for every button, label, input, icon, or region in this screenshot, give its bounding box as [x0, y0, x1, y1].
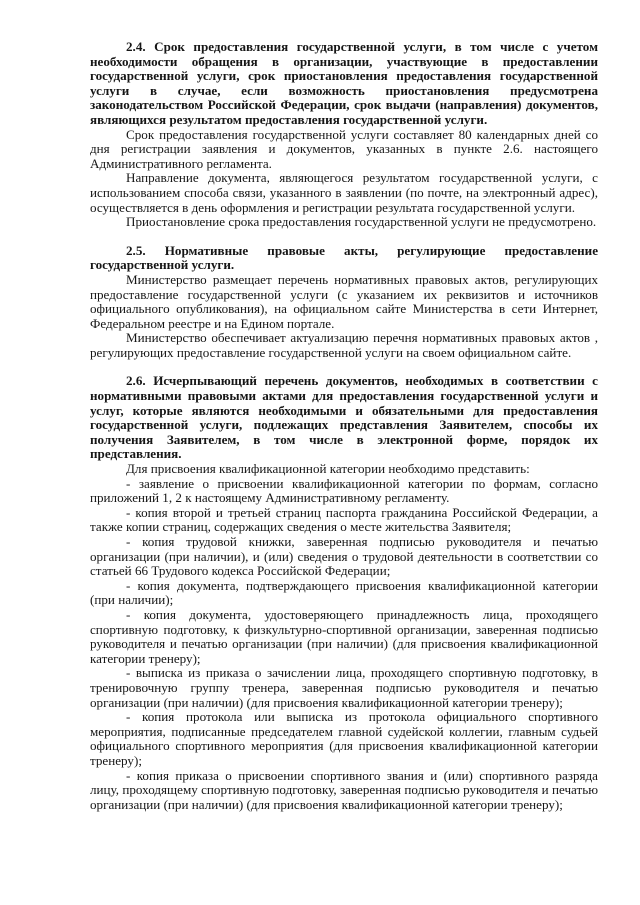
section-2-5-paragraph: Министерство размещает перечень нормативных правовых актов, регулирующих предоставление государственной услуги (с указанием их реквизитов и источников официального опубликования), на официальном сайте Министерства в сети Интернет, Федеральном реестре и на Едином портале. — [90, 271, 598, 331]
list-item: - копия документа, удостоверяющего принадлежность лица, проходящего спортивную подготовку, к физкультурно-спортивной организации, заверенная подписью руководителя и печатью организации (при наличии) (для присвоения квалификационной категории тренеру); — [90, 606, 598, 666]
section-2-4-heading: 2.4. Срок предоставления государственной услуги, в том числе с учетом необходимости обращения в организации, участвующие в предоставлении государственной услуги, срок приостановления предоставления государственной услуги в случае, если возможность приостановления предусмотрена законодательством Российской Федерации, срок выдачи (направления) документов, являющихся результатом предоставления государственной услуги. — [90, 39, 598, 127]
section-spacer — [90, 360, 598, 374]
list-item: - копия приказа о присвоении спортивного звания и (или) спортивного разряда лицу, проходящему спортивную подготовку, заверенная подписью руководителя и печатью организации (при наличии) (для присвоения квалификационной категории тренеру); — [90, 767, 598, 812]
section-2-6-heading: 2.6. Исчерпывающий перечень документов, необходимых в соответствии с нормативными правовыми актами для предоставления государственной услуги и услуг, которые являются необходимыми и обязательными для предоставления государственной услуги, подлежащих представления Заявителем, способы их получения Заявителем, в том числе в электронной форме, порядок их представления. — [90, 373, 598, 462]
list-item: - копия документа, подтверждающего присвоения квалификационной категории (при наличии); — [90, 577, 598, 608]
list-item: - заявление о присвоении квалификационной категории по формам, согласно приложений 1, 2 к настоящему Административному регламенту. — [90, 475, 598, 506]
section-2-6 — [90, 374, 598, 812]
section-2-4 — [90, 40, 598, 230]
section-2-5 — [90, 244, 598, 361]
list-item: - выписка из приказа о зачислении лица, проходящего спортивную подготовку, в тренировочную группу тренера, заверенная подписью руководителя и печатью организации (при наличии) (для присвоения квалификационной категории тренеру); — [90, 665, 598, 710]
section-2-4-paragraph: Приостановление срока предоставления государственной услуги не предусмотрено. — [126, 214, 597, 230]
list-item: - копия трудовой книжки, заверенная подписью руководителя и печатью организации (при наличии), и (или) сведения о трудовой деятельности в соответствии со статьей 66 Трудового кодекса Российской Федерации; — [90, 534, 598, 579]
section-2-4-paragraph: Направление документа, являющегося результатом государственной услуги, с использованием способа связи, указанного в заявлении (по почте, на электронный адрес), осуществляется в день оформления и регистрации результата государственной услуги. — [90, 170, 598, 215]
section-spacer — [90, 230, 598, 244]
list-item: - копия второй и третьей страниц паспорта гражданина Российской Федерации, а также копии страниц, содержащих сведения о месте жительства Заявителя; — [90, 504, 598, 535]
section-2-6-intro: Для присвоения квалификационной категории необходимо представить: — [126, 461, 530, 477]
section-2-5-paragraph: Министерство обеспечивает актуализацию перечня нормативных правовых актов , регулирующих предоставление государственной услуги на своем официальном сайте. — [90, 330, 598, 360]
list-item: - копия протокола или выписка из протокола официального спортивного мероприятия, подписанные председателем главной судейской коллегии, главным судьей официального спортивного мероприятия (для присвоения квалификационной категории тренеру); — [90, 709, 598, 768]
document-page — [90, 40, 598, 812]
section-2-4-paragraph: Срок предоставления государственной услуги составляет 80 календарных дней со дня регистрации заявления и документов, указанных в пункте 2.6. настоящего Административного регламента. — [90, 126, 598, 171]
section-2-5-heading: 2.5. Нормативные правовые акты, регулирующие предоставление государственной услуги. — [90, 242, 598, 273]
